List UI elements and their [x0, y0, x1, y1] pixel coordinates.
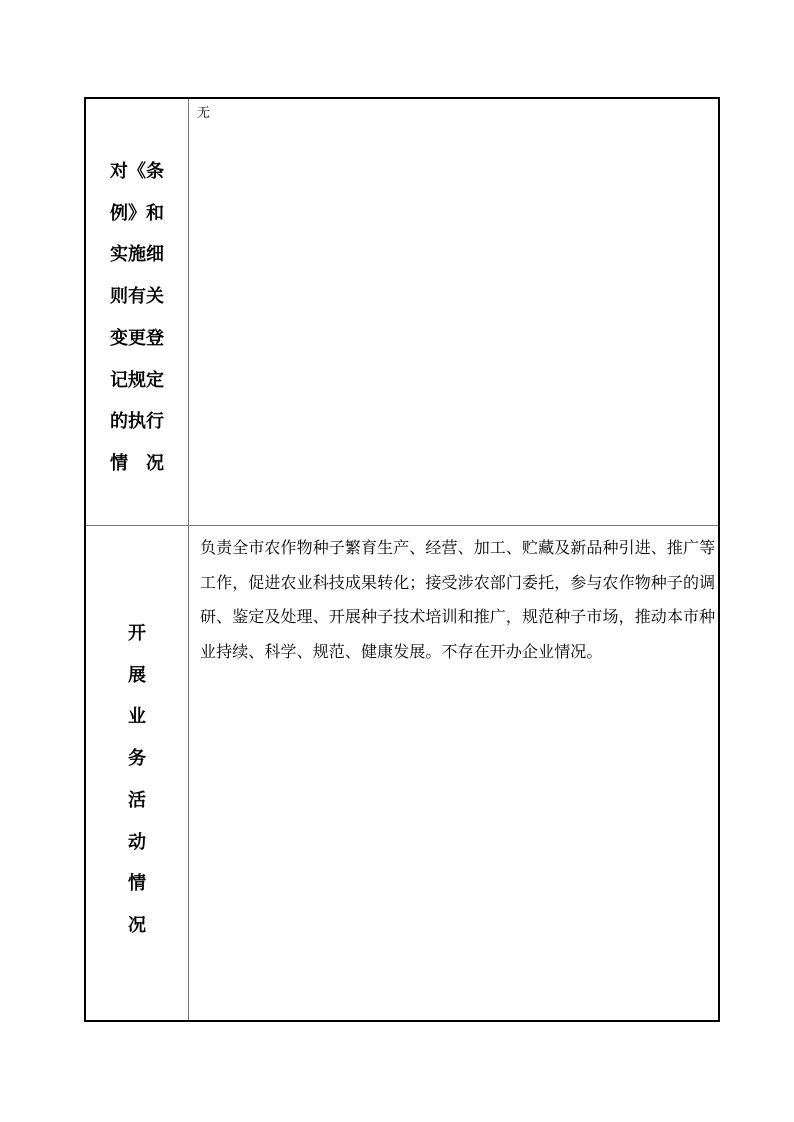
- label-line: 例》和: [110, 202, 164, 224]
- label-line: 况: [128, 914, 146, 936]
- label-line: 情: [128, 873, 146, 895]
- row-content-business-activities: 负责全市农作物种子繁育生产、经营、加工、贮藏及新品种引进、推广等工作，促进农业科技成果转化；接受涉农部门委托，参与农作物种子的调研、鉴定及处理、开展种子技术培训和推广，规范种子市场，推动本市种业持续、科学、规范、健康发展。不存在开办企业情况。: [200, 538, 716, 661]
- label-line: 开: [128, 623, 146, 644]
- label-line: 展: [128, 664, 146, 686]
- label-line: 实施细: [110, 244, 164, 266]
- report-table: [84, 97, 720, 1022]
- label-line: 的执行: [110, 411, 164, 433]
- column-divider: [188, 99, 189, 1020]
- label-line: 记规定: [110, 369, 164, 391]
- label-line: 变更登: [110, 327, 164, 349]
- label-line: 动: [128, 831, 146, 853]
- label-line: 则有关: [110, 286, 164, 308]
- row-label-regulation-compliance: [86, 151, 188, 485]
- label-line: 对《条: [110, 161, 164, 182]
- row-content-regulation-compliance: 无: [197, 106, 211, 121]
- label-line: 情 况: [110, 452, 164, 474]
- row-divider: [86, 525, 718, 526]
- label-line: 业: [128, 706, 146, 728]
- label-line: 务: [128, 748, 146, 770]
- row-label-business-activities: [86, 613, 188, 947]
- label-line: 活: [128, 789, 146, 811]
